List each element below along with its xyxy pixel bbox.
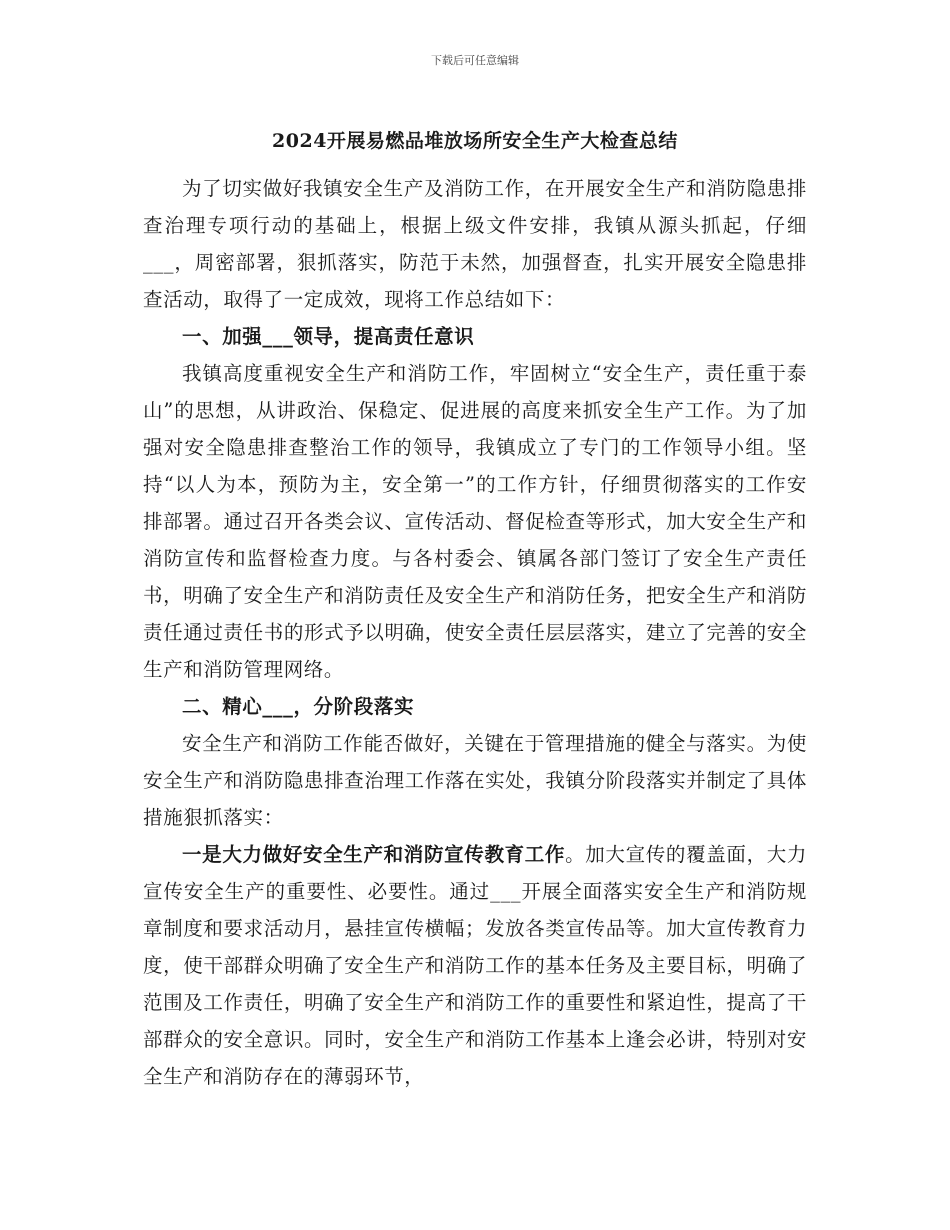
section-1-paragraph: 我镇高度重视安全生产和消防工作，牢固树立“安全生产，责任重于泰山”的思想，从讲政治、保稳定、促进展的高度来抓安全生产工作。为了加强对安全隐患排查整治工作的领导，我镇成立了专门的工作领导小组。坚持“以人为本，预防为主，安全第一”的工作方针，仔细贯彻落实的工作安排部署。通过召开各类会议、宣传活动、督促检查等形式，加大安全生产和消防宣传和监督检查力度。与各村委会、镇属各部门签订了安全生产责任书，明确了安全生产和消防责任及安全生产和消防任务，把安全生产和消防责任通过责任书的形式予以明确，使安全责任层层落实，建立了完善的安全生产和消防管理网络。 — [143, 362, 807, 681]
section-heading-2: 二、精心___，分阶段落实 — [182, 695, 415, 718]
document-body — [143, 170, 807, 1095]
item-1-lead: 一是大力做好安全生产和消防宣传教育工作 — [182, 843, 566, 866]
page-header-note: 下载后可任意编辑 — [431, 54, 519, 67]
section-heading-1: 一、加强___领导，提高责任意识 — [182, 325, 475, 348]
document-title: 2024开展易燃品堆放场所安全生产大检查总结 — [272, 130, 678, 152]
section-2-paragraph: 安全生产和消防工作能否做好，关键在于管理措施的健全与落实。为使安全生产和消防隐患排查治理工作落在实处，我镇分阶段落实并制定了具体措施狠抓落实： — [143, 732, 807, 829]
item-1-body: 。加大宣传的覆盖面，大力宣传安全生产的重要性、必要性。通过___开展全面落实安全生产和消防规章制度和要求活动月，悬挂宣传横幅；发放各类宣传品等。加大宣传教育力度，使干部群众明确了安全生产和消防工作的基本任务及主要目标，明确了范围及工作责任，明确了安全生产和消防工作的重要性和紧迫性，提高了干部群众的安全意识。同时，安全生产和消防工作基本上逢会必讲，特别对安全生产和消防存在的薄弱环节， — [143, 843, 808, 1088]
item-1-paragraph — [143, 836, 807, 1095]
intro-paragraph: 为了切实做好我镇安全生产及消防工作，在开展安全生产和消防隐患排查治理专项行动的基础上，根据上级文件安排，我镇从源头抓起，仔细___，周密部署，狠抓落实，防范于未然，加强督查，扎实开展安全隐患排查活动，取得了一定成效，现将工作总结如下： — [143, 177, 807, 311]
